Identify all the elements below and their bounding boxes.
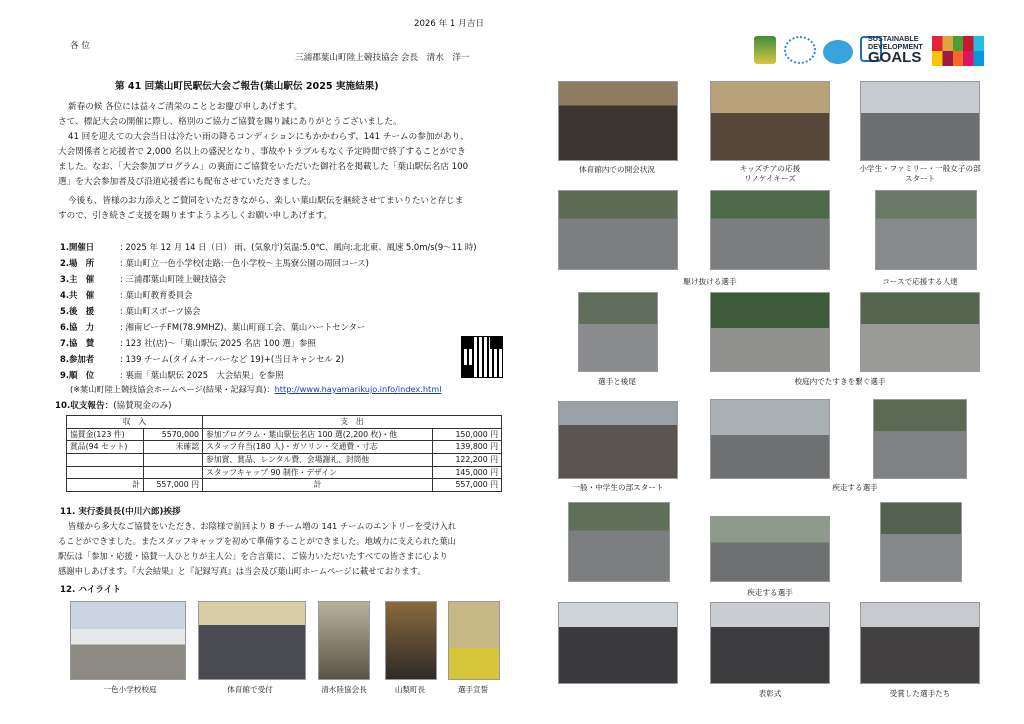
expense-value: 145,000 円 (433, 466, 502, 479)
gallery-caption: 校庭内でたすきを繋ぐ選手 (794, 377, 886, 386)
page-title: 第 41 回葉山町民駅伝大会ご報告(葉山駅伝 2025 実施結果) (115, 81, 379, 92)
gallery-caption: 受賞した選手たち (889, 689, 951, 698)
income-label (67, 454, 144, 467)
table-row (67, 441, 502, 454)
item-text: : 139 チーム(タイムオーバーなど 19)+(当日キャンセル 2) (120, 354, 345, 364)
photo-tail-runner (578, 292, 658, 372)
expense-label: 参加プログラム・葉山駅伝名店 100 選(2,200 枚)・他 (203, 428, 433, 441)
item-text: : 123 社(店)〜「葉山駅伝 2025 名店 100 選」参照 (120, 338, 316, 348)
intro-line: 大会関係者と応援者で 2,000 名以上の盛況となり、事故やトラブルもなく予定時間で終了することができ (58, 147, 466, 157)
finance-note: (協賛現金のみ) (113, 401, 172, 411)
greeting-line: 皆様から多大なご協賛をいただき、お陰様で前回より 8 チーム増の 141 チームのエントリーを受け入れ (68, 521, 457, 531)
photo-chairman (318, 601, 370, 680)
expense-value: 122,200 円 (433, 454, 502, 467)
sdg-line: SUSTAINABLE (868, 34, 919, 43)
sdg-icons (932, 36, 984, 66)
sender: 三浦郡葉山町陸上競技協会 会長 清水 洋一 (295, 53, 470, 63)
sdg-goals: GOALS (868, 49, 922, 67)
item-label: 2.場 所 (60, 258, 95, 268)
photo-runners-2 (710, 190, 830, 270)
finance-table (66, 415, 502, 492)
item-label: 4.共 催 (60, 290, 95, 300)
info-item-participants (60, 353, 344, 366)
item-text: : 湘南ビーチFM(78.9MHZ)、葉山町商工会、葉山ハートセンター (120, 322, 366, 332)
info-item-sponsor (60, 337, 316, 350)
highlight-caption: 山梨町長 (394, 685, 426, 694)
photo-runner-6 (710, 516, 830, 582)
gallery-caption: 表彰式 (758, 689, 782, 698)
photo-mayor (385, 601, 437, 680)
income-value: 5570,000 (144, 428, 203, 441)
income-value (144, 454, 203, 467)
intro-line: 新春の候 各位には益々ご清栄のこととお慶び申しあげます。 (68, 102, 303, 112)
item-label: 1.開催日 (60, 242, 95, 252)
sdg-wordmark (868, 35, 923, 66)
photo-start-general (558, 401, 678, 479)
logo-icon (784, 36, 816, 64)
photo-winners (860, 602, 980, 684)
info-item-support (60, 305, 201, 318)
total-label: 計 (67, 479, 144, 492)
homepage-text: (※葉山町陸上競技協会ホームページ(結果・記録写真)： (70, 384, 275, 394)
table-header-row (67, 416, 502, 429)
highlight-caption: 体育館で受付 (227, 685, 273, 694)
photo-kids-cheer (710, 81, 830, 161)
gallery-caption: コースで応援する人達 (882, 277, 958, 286)
info-item-place (60, 257, 369, 270)
item-text: : 三浦郡葉山町陸上競技協会 (120, 274, 226, 284)
sdg-line: DEVELOPMENT (868, 41, 923, 51)
item-text: : 葉山町立一色小学校(走路:一色小学校〜主馬寮公園の周回コース) (120, 258, 369, 268)
highlight-caption: 清水陸協会長 (321, 685, 367, 694)
gallery-caption: キッズチアの応援 リノケイキーズ (739, 164, 801, 184)
gallery-caption: 一般・中学生の部スタート (572, 483, 664, 492)
highlight-caption: 選手宣誓 (457, 685, 489, 694)
item-text: : 裏面「葉山駅伝 2025 大会結果」を参照 (120, 370, 284, 380)
item-text: : 2025 年 12 月 14 日（日） 雨、(気象庁)気温:5.0℃、風向:北北東、風速 5.0m/s(9〜11 時) (120, 242, 477, 252)
photo-runners-1 (558, 190, 678, 270)
photo-supporters (875, 190, 977, 270)
finance-heading: 10.収支報告： (55, 401, 114, 411)
item-label: 8.参加者 (60, 354, 95, 364)
info-item-cooperation (60, 321, 365, 334)
intro-line: 41 回を迎えての大会当日は冷たい雨の降るコンディションにもかかわらず、141 チームの参加があり、 (68, 132, 469, 142)
income-value (144, 466, 203, 479)
intro-line: 選」を大会参加者及び沿道応援者にも配布させていただきました。 (58, 177, 316, 187)
intro-line: ました。なお、「大会参加プログラム」の裏面にご協賛をいただいた御社名を掲載した「葉山駅伝名店 100 (58, 162, 469, 172)
photo-awards-1 (558, 602, 678, 684)
total-expense: 557,000 円 (433, 479, 502, 492)
addressee: 各 位 (70, 41, 90, 51)
total-label: 計 (203, 479, 433, 492)
gallery-caption: 駆け抜ける選手 (683, 277, 737, 286)
item-label: 9.順 位 (60, 370, 95, 380)
info-item-date (60, 241, 477, 254)
income-label (67, 466, 144, 479)
photo-relay-2 (860, 292, 980, 372)
item-text: : 葉山町教育委員会 (120, 290, 193, 300)
gallery-caption: 体育館内での開会状況 (579, 165, 655, 174)
photo-relay-1 (710, 292, 830, 372)
photo-awards-2 (710, 602, 830, 684)
greeting-line: 感謝申しあげます。『大会結果』と『記録写真』は当会及び葉山町ホームページに載せております。 (58, 566, 426, 576)
item-text: : 葉山町スポーツ協会 (120, 306, 201, 316)
greeting-line: ることができました。またスタッフキャップを初めて準備することができました。地域力に支えられた葉山 (58, 536, 456, 546)
photo-start-women (860, 81, 980, 161)
date: 2026 年 1 月吉日 (414, 19, 484, 29)
expense-value: 139,800 円 (433, 441, 502, 454)
item-label: 6.協 力 (60, 322, 95, 332)
greeting-heading: 11. 実行委員長(中川六郎)挨拶 (60, 507, 181, 517)
photo-runner-3 (710, 399, 830, 479)
photo-reception (198, 601, 306, 680)
highlight-heading: 12. ハイライト (60, 585, 121, 595)
expense-label: 参加賞、賞品、レンタル費、会場謝礼、封筒他 (203, 454, 433, 467)
whale-icon (823, 40, 853, 64)
expense-header: 支 出 (203, 416, 502, 429)
item-label: 3.主 催 (60, 274, 95, 284)
table-row (67, 428, 502, 441)
homepage-link[interactable]: http://www.hayamarikujo.info/index.html (274, 384, 442, 394)
item-label: 5.後 援 (60, 306, 95, 316)
income-label: 賞品(94 セット) (67, 441, 144, 454)
info-item-ranking (60, 369, 283, 382)
info-item-coorganizer (60, 289, 192, 302)
logo-icon (754, 36, 776, 64)
gallery-caption: 疾走する選手 (747, 588, 793, 597)
gallery-caption: 小学生・ファミリー・一般女子の部 スタート (859, 164, 981, 184)
gallery-caption: 選手と後尾 (598, 377, 636, 386)
income-header: 収 入 (67, 416, 203, 429)
photo-schoolyard (70, 601, 186, 680)
finance-heading-row (55, 400, 171, 413)
expense-value: 150,000 円 (433, 428, 502, 441)
intro-line: すので、引き続きご支援を賜りますようよろしくお願い申しあげます。 (58, 211, 333, 221)
item-label: 7.協 賛 (60, 338, 95, 348)
photo-runner-7 (880, 502, 962, 582)
table-row (67, 466, 502, 479)
intro-line: さて、標記大会の開催に際し、格別のご協力ご協賛を賜り誠にありがとうございました。 (58, 117, 402, 127)
info-item-organizer (60, 273, 226, 286)
greeting-line: 駅伝は「参加・応援・協賛一人ひとりが主人公」を合言葉に、ご協力いただいたすべての皆さまに心より (58, 551, 448, 561)
gallery-caption: 疾走する選手 (832, 483, 878, 492)
qr-code[interactable] (461, 336, 503, 378)
income-value: 未確認 (144, 441, 203, 454)
income-label: 協賛金(123 件) (67, 428, 144, 441)
expense-label: スタッフ弁当(180 人)・ガソリン・交通費・寸志 (203, 441, 433, 454)
photo-runner-4 (873, 399, 967, 479)
total-income: 557,000 円 (144, 479, 203, 492)
photo-oath (448, 601, 500, 680)
homepage-note (70, 383, 442, 395)
photo-gym-opening (558, 81, 678, 161)
intro-line: 今後も、皆様のお力添えとご賛同をいただきながら、楽しい葉山駅伝を継続させてまいりたいと存じま (68, 196, 464, 206)
table-total-row (67, 479, 502, 492)
photo-runner-5 (568, 502, 670, 582)
table-row (67, 454, 502, 467)
highlight-caption: 一色小学校校庭 (103, 685, 157, 694)
expense-label: スタッフキャップ 90 制作・デザイン (203, 466, 433, 479)
